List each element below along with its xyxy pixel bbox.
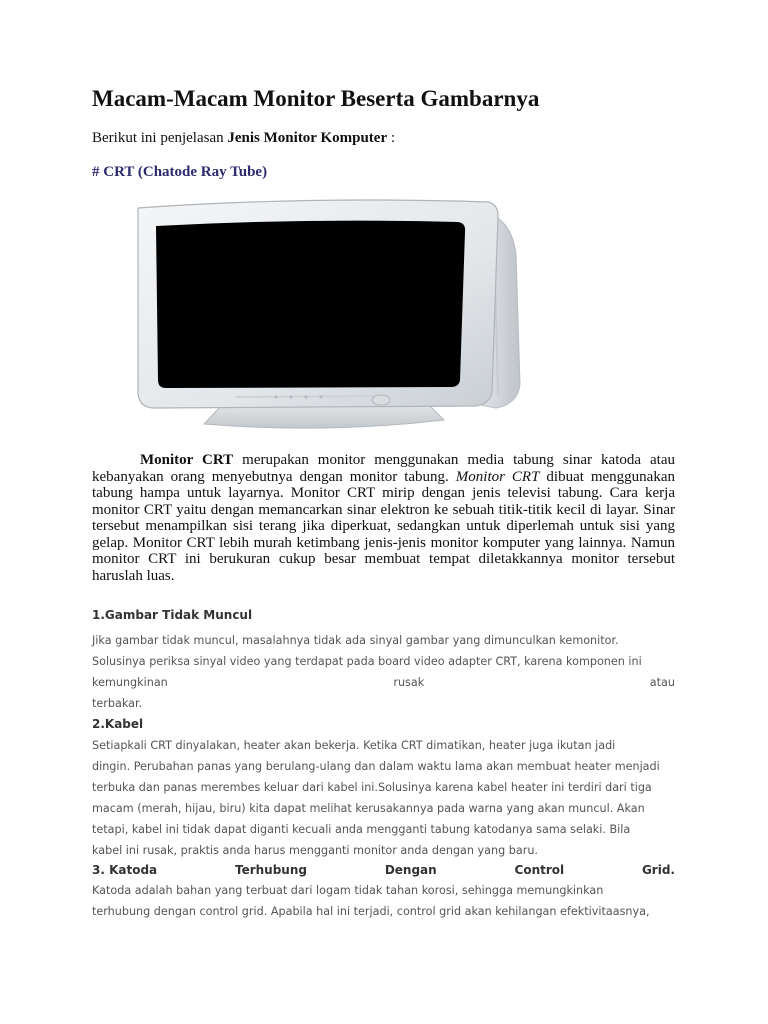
intro-bold: Jenis Monitor Komputer: [227, 130, 388, 146]
section-1-word: rusak: [393, 676, 425, 689]
section-1-line: Solusinya periksa sinyal video yang terdapat pada board video adapter CRT, karena komponen ini: [92, 655, 642, 668]
section-3-body: [92, 880, 675, 922]
section-2-line: Setiapkali CRT dinyalakan, heater akan bekerja. Ketika CRT dimatikan, heater juga ikutan jadi: [92, 739, 616, 752]
section-2-line: macam (merah, hijau, biru) kita dapat melihat kerusakannya pada warna yang akan muncul. Akan: [92, 802, 645, 815]
section-1-word: kemungkinan: [92, 676, 168, 689]
section-2-line: tetapi, kabel ini tidak dapat diganti kecuali anda mengganti tabung katodanya sama selaki. Bila: [92, 823, 631, 836]
section-3-line: terhubung dengan control grid. Apabila hal ini terjadi, control grid akan kehilangan efektivitaasnya,: [92, 905, 650, 918]
section-3-title-word: Terhubung: [234, 863, 307, 877]
section-3-line: Katoda adalah bahan yang terbuat dari logam tidak tahan korosi, sehingga memungkinkan: [92, 884, 604, 897]
page-title: Macam-Macam Monitor Beserta Gambarnya: [92, 86, 540, 111]
section-1-line: terbakar.: [92, 697, 143, 710]
intro-prefix: Berikut ini penjelasan: [92, 130, 228, 146]
section-3-title-word: Control: [514, 863, 565, 877]
section-3-title-word: Grid.: [641, 863, 675, 877]
section-2-line: kabel ini rusak, praktis anda harus mengganti monitor anda dengan yang baru.: [92, 844, 538, 857]
intro-line: [92, 130, 395, 147]
para-italic: Monitor CRT: [455, 468, 540, 485]
section-1-title: 1.Gambar Tidak Muncul: [92, 608, 253, 622]
section-1-word: atau: [649, 676, 675, 689]
section-2-body: [92, 735, 675, 861]
section-1-body: [92, 630, 675, 714]
section-2-line: dingin. Perubahan panas yang berulang-ulang dan dalam waktu lama akan membuat heater menjadi: [92, 760, 660, 773]
crt-paragraph: [92, 452, 675, 584]
crt-heading: # CRT (Chatode Ray Tube): [92, 164, 268, 180]
para-part1: merupakan monitor menggunakan media tabung sinar katoda atau kebanyakan orang menyebutnya dengan monitor tabung.: [92, 452, 675, 485]
section-2-title: 2.Kabel: [92, 717, 144, 731]
section-1-spread-line: [92, 672, 675, 693]
section-3-title: [92, 863, 675, 877]
section-3-title-word: 3. Katoda: [92, 863, 158, 877]
section-3-title-word: Dengan: [384, 863, 437, 877]
section-2-line: terbuka dan panas merembes keluar dari kabel ini.Solusinya karena kabel heater ini terdiri dari tiga: [92, 781, 652, 794]
crt-monitor-image: [126, 194, 526, 436]
section-1-line: Jika gambar tidak muncul, masalahnya tidak ada sinyal gambar yang dimunculkan kemonitor.: [92, 634, 619, 647]
para-lead-bold: Monitor CRT: [140, 452, 234, 468]
para-part2: dibuat menggunakan tabung hampa untuk layarnya. Monitor CRT mirip dengan jenis televisi tabung. Cara kerja monitor CRT yaitu dengan memancarkan sinar elektron ke sebuah titik-titik kecil di layar. Sinar tersebut menampilkan sisi terang jika diperkuat, sedangkan untuk diperlemah untuk sisi yang gelap. Monitor CRT lebih murah ketimbang jenis-jenis monitor komputer yang lainnya. Namun monitor CRT ini berukuran cukup besar membuat tempat diletakkannya monitor tersebut haruslah luas.: [92, 468, 676, 584]
intro-suffix: :: [387, 130, 396, 146]
